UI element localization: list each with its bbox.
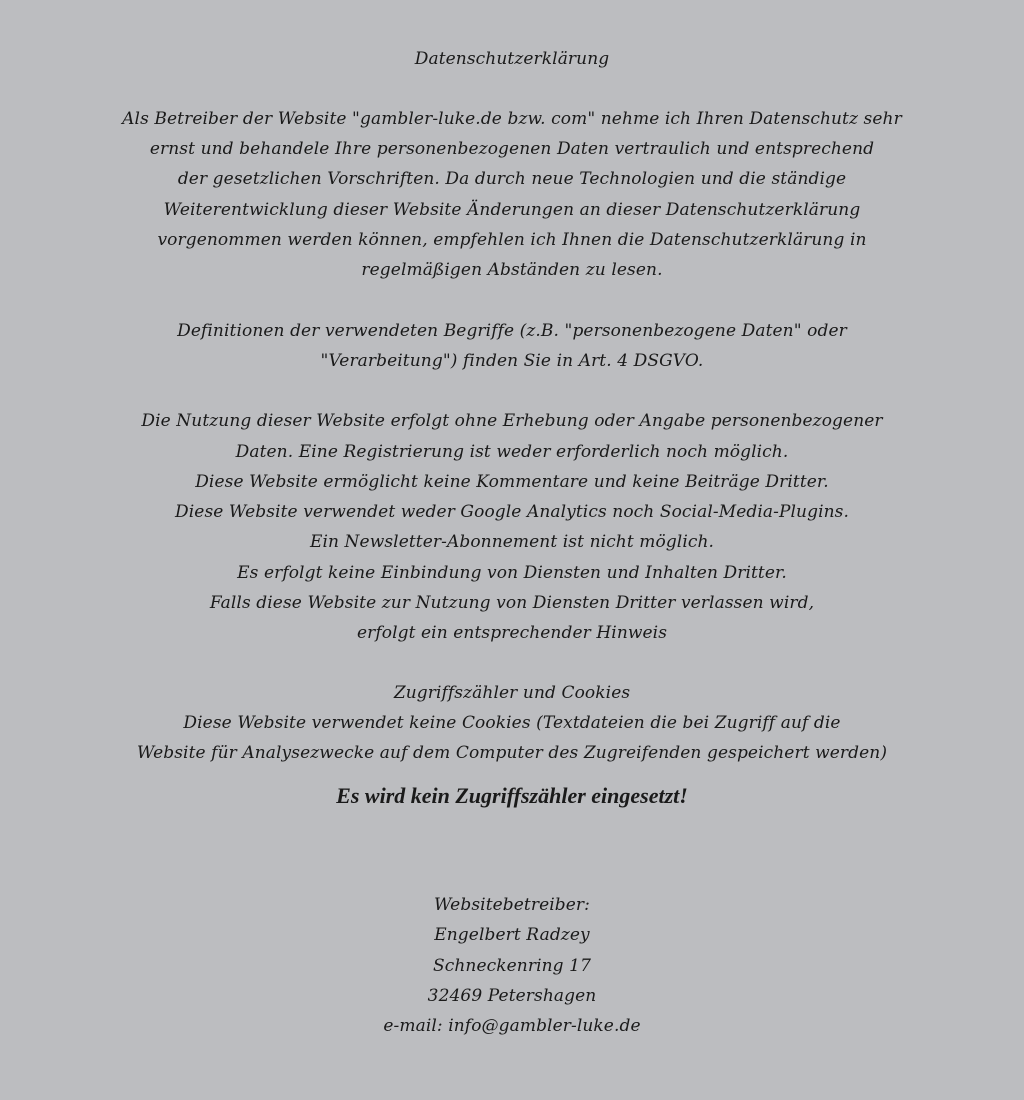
operator-email: e-mail: info@gambler-luke.de (383, 1016, 641, 1036)
intro-line: Weiterentwicklung dieser Website Änderungen an dieser Datenschutzerklärung (163, 200, 861, 220)
usage-line: Diese Website ermöglicht keine Kommentare und keine Beiträge Dritter. (195, 472, 829, 492)
intro-line: ernst und behandele Ihre personenbezogenen Daten vertraulich und entsprechend (149, 139, 875, 159)
usage-line: Falls diese Website zur Nutzung von Diensten Dritter verlassen wird, (209, 593, 815, 613)
cookies-line: Diese Website verwendet keine Cookies (Textdateien die bei Zugriff auf die (183, 713, 841, 733)
intro-line: Als Betreiber der Website "gambler-luke.de bzw. com" nehme ich Ihren Datenschutz sehr (122, 109, 902, 129)
intro-line: regelmäßigen Abständen zu lesen. (361, 260, 663, 280)
usage-line: Es erfolgt keine Einbindung von Diensten und Inhalten Dritter. (237, 563, 787, 583)
operator-city: 32469 Petershagen (427, 986, 597, 1006)
page-title: Datenschutzerklärung (414, 49, 610, 69)
operator-name: Engelbert Radzey (434, 925, 590, 945)
cookies-heading: Zugriffszähler und Cookies (393, 683, 631, 703)
intro-line: der gesetzlichen Vorschriften. Da durch neue Technologien und die ständige (177, 169, 847, 189)
usage-line: Die Nutzung dieser Website erfolgt ohne Erhebung oder Angabe personenbezogener (141, 411, 883, 431)
operator-heading: Websitebetreiber: (434, 895, 590, 915)
intro-line: vorgenommen werden können, empfehlen ich Ihnen die Datenschutzerklärung in (157, 230, 867, 250)
no-counter-notice: Es wird kein Zugriffszähler eingesetzt! (336, 783, 688, 808)
definitions-line: "Verarbeitung") finden Sie in Art. 4 DSGVO. (320, 351, 704, 371)
cookies-line: Website für Analysezwecke auf dem Computer des Zugreifenden gespeichert werden) (136, 743, 888, 763)
usage-line: Daten. Eine Registrierung ist weder erforderlich noch möglich. (235, 442, 789, 462)
usage-line: erfolgt ein entsprechender Hinweis (356, 623, 668, 643)
usage-line: Ein Newsletter-Abonnement ist nicht möglich. (309, 532, 715, 552)
usage-line: Diese Website verwendet weder Google Analytics noch Social-Media-Plugins. (175, 502, 849, 522)
operator-street: Schneckenring 17 (433, 956, 591, 976)
definitions-line: Definitionen der verwendeten Begriffe (z.B. "personenbezogene Daten" oder (177, 321, 847, 341)
